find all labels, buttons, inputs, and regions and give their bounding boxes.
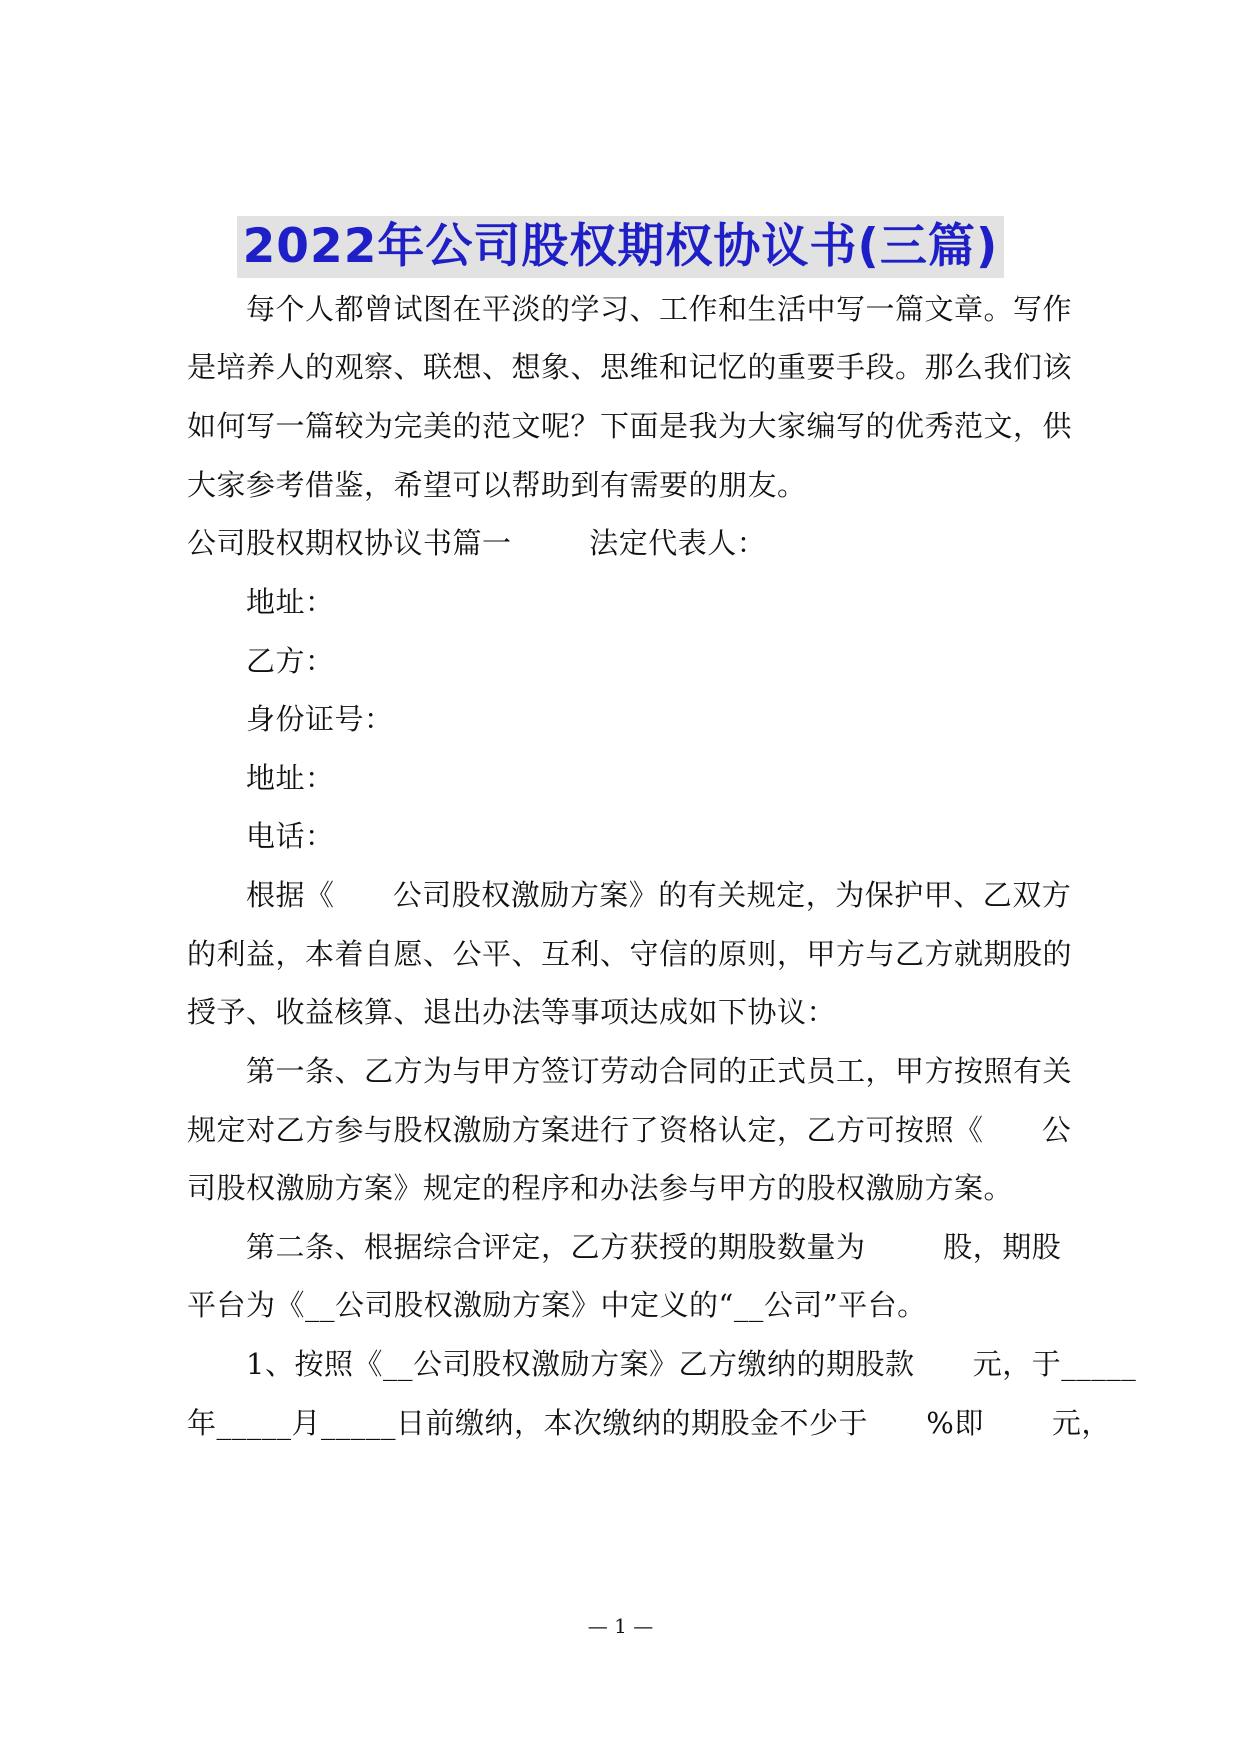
id-number-label: 身份证号： <box>246 702 394 736</box>
party-b-label: 乙方： <box>246 644 335 678</box>
preamble-line-3: 授予、收益核算、退出办法等事项达成如下协议： <box>187 995 837 1029</box>
section-heading-line: 公司股权期权协议书篇一 法定代表人： <box>187 526 767 560</box>
article-1-line-1: 第一条、乙方为与甲方签订劳动合同的正式员工，甲方按照有关 <box>246 1054 1073 1088</box>
article-2-line-1: 第二条、根据综合评定，乙方获授的期股数量为 股，期股 <box>246 1230 1062 1264</box>
intro-line-3: 如何写一篇较为完美的范文呢？下面是我为大家编写的优秀范文，供 <box>187 409 1073 443</box>
title-wrap <box>0 216 1241 278</box>
address-label-2: 地址： <box>246 761 335 795</box>
intro-line-4: 大家参考借鉴，希望可以帮助到有需要的朋友。 <box>187 468 807 502</box>
article-2-line-2: 平台为《__公司股权激励方案》中定义的“__公司”平台。 <box>187 1288 927 1322</box>
clause-1-line-1: 1、按照《__公司股权激励方案》乙方缴纳的期股款 元，于_____ <box>246 1347 1137 1381</box>
preamble-line-2: 的利益，本着自愿、公平、互利、守信的原则，甲方与乙方就期股的 <box>187 937 1073 971</box>
address-label: 地址： <box>246 585 335 619</box>
article-1-line-3: 司股权激励方案》规定的程序和办法参与甲方的股权激励方案。 <box>187 1171 1014 1205</box>
intro-line-1: 每个人都曾试图在平淡的学习、工作和生活中写一篇文章。写作 <box>246 292 1073 326</box>
preamble-line-1: 根据《 公司股权激励方案》的有关规定，为保护甲、乙双方 <box>246 878 1072 912</box>
intro-line-2: 是培养人的观察、联想、想象、思维和记忆的重要手段。那么我们该 <box>187 350 1073 384</box>
article-1-line-2: 规定对乙方参与股权激励方案进行了资格认定，乙方可按照《 公 <box>187 1113 1072 1147</box>
clause-1-line-2: 年_____月_____日前缴纳，本次缴纳的期股金不少于 %即 元， <box>187 1406 1111 1440</box>
document-title: 2022年公司股权期权协议书(三篇) <box>237 216 1005 278</box>
page-number: — 1 — <box>587 1614 654 1638</box>
phone-label: 电话： <box>246 819 335 853</box>
